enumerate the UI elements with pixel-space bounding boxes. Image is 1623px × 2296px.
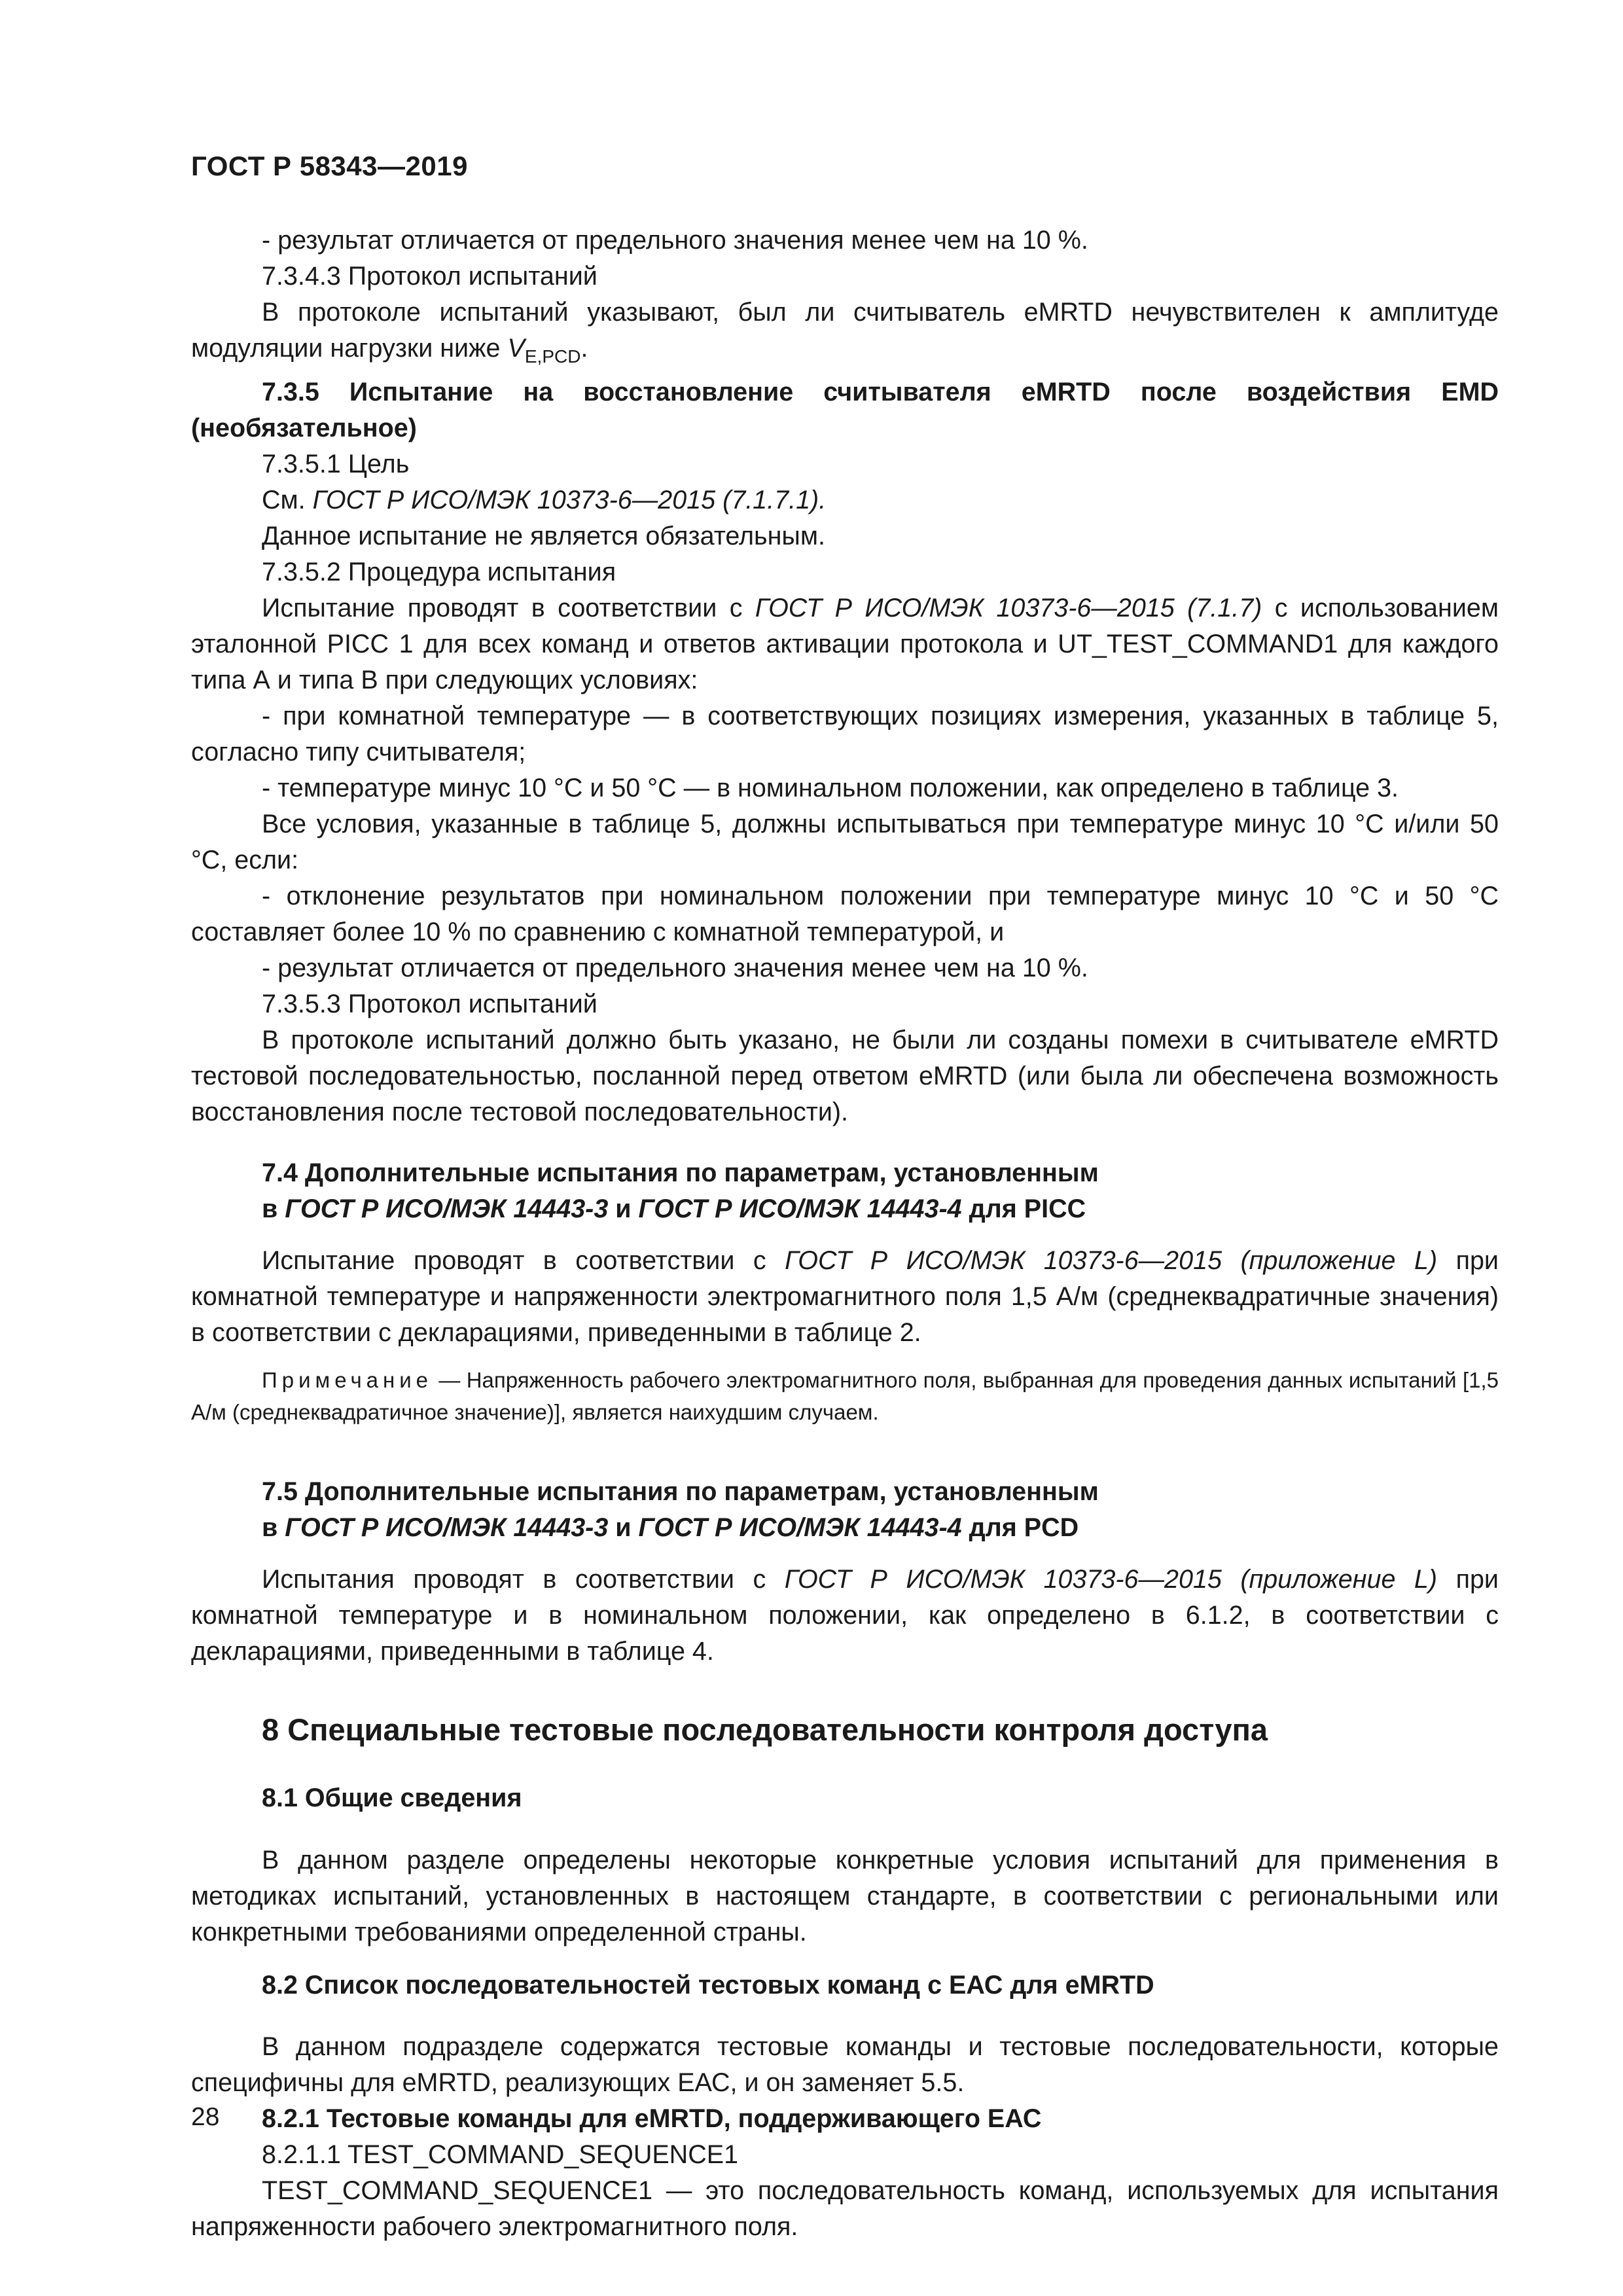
paragraph <box>191 590 1499 698</box>
note-label: Примечание <box>262 1368 433 1392</box>
clause-number: 7.3.4.3 Протокол испытаний <box>262 262 597 291</box>
paragraph: В протоколе испытаний должно быть указано, не были ли созданы помехи в считывателе eMRTD тестовой последовательностью, посланной перед ответом eMRTD (или была ли обеспечена возможность восстановления после тестовой последовательности). <box>191 1026 1499 1126</box>
heading-line: 7.4 Дополнительные испытания по параметрам, установленным <box>262 1158 1099 1187</box>
heading-line <box>191 1510 1499 1546</box>
text-run: и <box>608 1194 639 1223</box>
paragraph <box>191 482 1499 518</box>
section-heading-7-4 <box>191 1155 1499 1227</box>
standard-reference: ГОСТ Р ИСО/МЭК 14443-4 <box>638 1194 962 1223</box>
text-run: при комнатной температуре и в номинальном положении, как определено в 6.1.2, в соответствии с декларациями, приведенными в таблице 4. <box>191 1565 1499 1666</box>
note <box>191 1364 1499 1428</box>
paragraph: В данном разделе определены некоторые конкретные условия испытаний для применения в методиках испытаний, установленных в настоящем стандарте, в соответствии с региональными или конкретными требованиями определенной страны. <box>191 1845 1499 1946</box>
section-heading-8-2-1: 8.2.1 Тестовые команды для eMRTD, поддерживающего ЕАС <box>262 2104 1042 2133</box>
symbol-v: V <box>507 334 525 363</box>
paragraph: Данное испытание не является обязательным. <box>262 522 825 550</box>
text-run: в <box>262 1513 285 1542</box>
section-heading-7-3-5: 7.3.5 Испытание на восстановление считывателя eMRTD после воздействия EMD (необязательное) <box>191 378 1499 442</box>
standard-reference: ГОСТ Р ИСО/МЭК 14443-3 <box>285 1513 609 1542</box>
heading-line <box>191 1191 1499 1227</box>
text-run: при комнатной температуре и напряженности электромагнитного поля 1,5 А/м (среднеквадратичные значения) в соответствии с декларациями, приведенными в таблице 2. <box>191 1246 1499 1347</box>
list-item: - при комнатной температуре — в соответствующих позициях измерения, указанных в таблице 5, согласно типу считывателя; <box>191 702 1499 766</box>
document-header: ГОСТ Р 58343—2019 <box>191 151 468 181</box>
paragraph: Все условия, указанные в таблице 5, должны испытываться при температуре минус 10 °С и/или 50 °С, если: <box>191 810 1499 874</box>
clause-number: 8.2.1.1 TEST_COMMAND_SEQUENCE1 <box>262 2140 739 2169</box>
standard-reference: ГОСТ Р ИСО/МЭК 14443-4 <box>638 1513 962 1542</box>
page-body <box>191 223 1499 2245</box>
text-run: . <box>580 334 588 363</box>
note-text: — Напряженность рабочего электромагнитного поля, выбранная для проведения данных испытаний [1,5 А/м (среднеквадратичное значение)], является наихудшим случаем. <box>191 1368 1499 1424</box>
list-item: - отклонение результатов при номинальном положении при температуре минус 10 °С и 50 °С составляет более 10 % по сравнению с комнатной температурой, и <box>191 882 1499 946</box>
clause-number: 7.3.5.1 Цель <box>262 450 410 478</box>
text-run: для PCD <box>961 1513 1079 1542</box>
text-run: для PICC <box>961 1194 1086 1223</box>
page-number: 28 <box>191 2103 220 2131</box>
clause-number: 7.3.5.2 Процедура испытания <box>262 558 616 586</box>
standard-reference: ГОСТ Р ИСО/МЭК 14443-3 <box>285 1194 609 1223</box>
paragraph: - результат отличается от предельного значения менее чем на 10 %. <box>262 226 1088 255</box>
section-heading-8: 8 Специальные тестовые последовательности контроля доступа <box>262 1712 1268 1747</box>
section-heading-8-2: 8.2 Список последовательностей тестовых команд с ЕАС для eMRTD <box>262 1970 1154 2000</box>
standard-reference: ГОСТ Р ИСО/МЭК 10373-6—2015 (приложение L) <box>785 1246 1438 1275</box>
list-item: - результат отличается от предельного значения менее чем на 10 %. <box>262 954 1088 982</box>
clause-number: 7.3.5.3 Протокол испытаний <box>262 990 597 1018</box>
paragraph <box>191 295 1499 374</box>
text-run: См. <box>262 486 313 514</box>
paragraph: В данном подразделе содержатся тестовые команды и тестовые последовательности, которые специфичны для eMRTD, реализующих ЕАС, и он заменяет 5.5. <box>191 2032 1499 2097</box>
heading-line: 7.5 Дополнительные испытания по параметрам, установленным <box>262 1477 1099 1506</box>
standard-reference: ГОСТ Р ИСО/МЭК 10373-6—2015 (приложение L) <box>784 1565 1438 1594</box>
text-run: с использованием эталонной PICC 1 для всех команд и ответов активации протокола и UT_TEST_COMMAND1 для каждого типа А и типа В при следующих условиях: <box>191 594 1499 694</box>
text-run: Испытание проводят в соответствии с <box>262 594 755 622</box>
paragraph <box>191 1243 1499 1351</box>
text-run: в <box>262 1194 285 1223</box>
standard-reference: ГОСТ Р ИСО/МЭК 10373-6—2015 (7.1.7.1). <box>312 486 827 514</box>
symbol-subscript: E,PCD <box>524 346 581 367</box>
section-heading-7-5 <box>191 1474 1499 1546</box>
section-heading-8-1: 8.1 Общие сведения <box>262 1784 522 1812</box>
text-run: и <box>608 1513 639 1542</box>
text-run: В протоколе испытаний указывают, был ли считыватель eMRTD нечувствителен к амплитуде модуляции нагрузки ниже <box>191 298 1499 363</box>
list-item: - температуре минус 10 °С и 50 °С — в номинальном положении, как определено в таблице 3. <box>262 774 1399 802</box>
text-run: Испытания проводят в соответствии с <box>262 1565 785 1594</box>
paragraph: TEST_COMMAND_SEQUENCE1 — это последовательность команд, используемых для испытания напряженности рабочего электромагнитного поля. <box>191 2176 1499 2241</box>
text-run: Испытание проводят в соответствии с <box>262 1246 785 1275</box>
standard-reference: ГОСТ Р ИСО/МЭК 10373-6—2015 (7.1.7) <box>755 594 1262 622</box>
paragraph <box>191 1562 1499 1670</box>
